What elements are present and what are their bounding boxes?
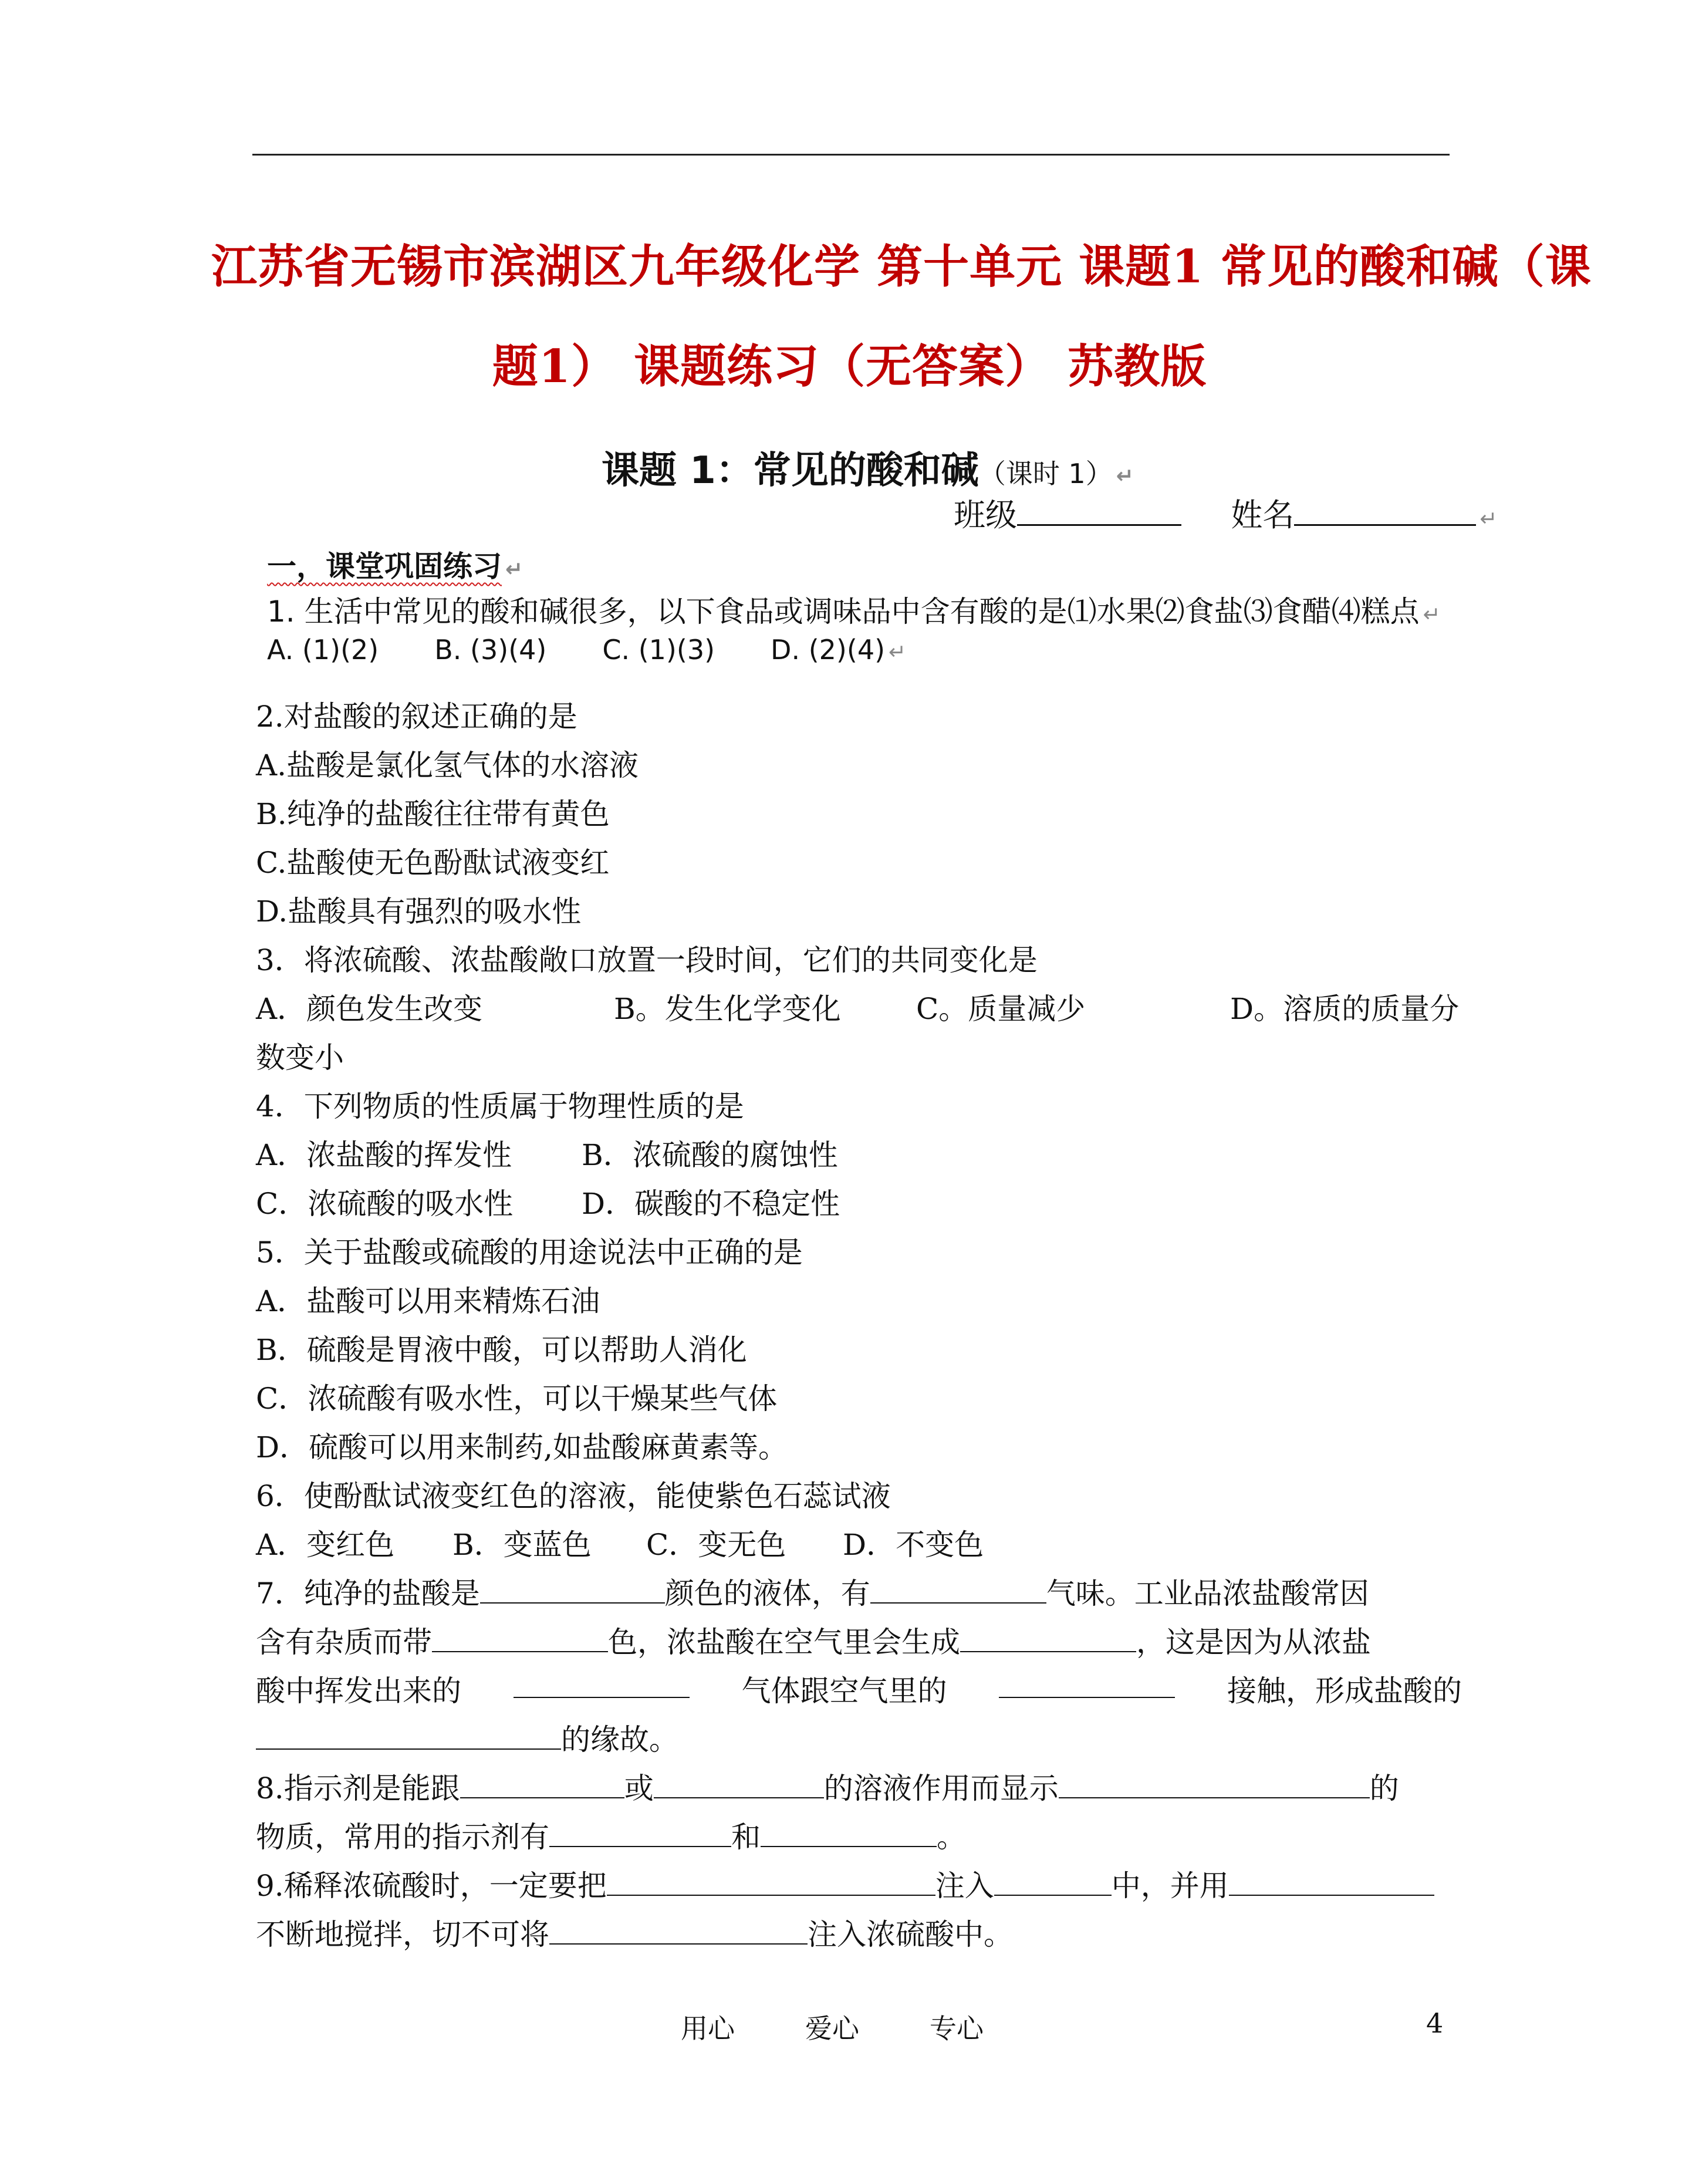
- q2-option-b: B.纯净的盐酸往往带有黄色: [256, 797, 610, 831]
- q3-option-d-cont: 数变小: [256, 1041, 344, 1075]
- class-name-row: [954, 490, 1498, 535]
- return-mark-icon: ↵: [1116, 464, 1134, 488]
- fill-blank[interactable]: [994, 1894, 1112, 1896]
- fill-blank[interactable]: [1229, 1894, 1434, 1896]
- q3-option-b: B。发生化学变化: [614, 992, 841, 1026]
- q4-option-d: D．碳酸的不稳定性: [582, 1187, 840, 1221]
- question-3: 3．将浓硫酸、浓盐酸敞口放置一段时间，它们的共同变化是: [256, 943, 1038, 977]
- q1-option-c: C. (1)(3): [602, 634, 715, 666]
- question-1: 1. 生活中常见的酸和碱很多，以下食品或调味品中含有酸的是⑴水果⑵食盐⑶食醋⑷糕点 ↵: [267, 595, 1441, 629]
- name-label: 姓名: [1231, 497, 1295, 534]
- footer-item: 用心: [681, 2013, 735, 2044]
- q6-option-d: D．不变色: [843, 1528, 984, 1562]
- q5-option-b: B．硫酸是胃液中酸，可以帮助人消化: [256, 1333, 747, 1367]
- q4-option-c: C．浓硫酸的吸水性: [256, 1187, 514, 1221]
- fill-blank[interactable]: [460, 1797, 624, 1798]
- fill-blank[interactable]: [256, 1748, 561, 1750]
- q4-option-a: A．浓盐酸的挥发性: [256, 1138, 512, 1172]
- question-7-line-1: 7．纯净的盐酸是 颜色的液体，有 气味。工业品浓盐酸常因: [256, 1577, 1369, 1611]
- return-mark-icon: ↵: [1480, 507, 1498, 531]
- fill-blank[interactable]: [870, 1602, 1046, 1604]
- scanned-worksheet-header: [255, 434, 1498, 687]
- questions-body: [256, 693, 1462, 1959]
- footer-motto: [681, 2007, 984, 2046]
- class-blank: [1017, 524, 1181, 526]
- fill-blank[interactable]: [549, 1943, 808, 1945]
- fill-blank[interactable]: [999, 1696, 1175, 1698]
- fill-blank[interactable]: [761, 1845, 937, 1847]
- q1-option-d: D. (2)(4): [771, 634, 886, 666]
- question-2: 2.对盐酸的叙述正确的是: [256, 700, 577, 734]
- question-8-line-1: 8.指示剂是能跟 或 的溶液作用而显示 的: [256, 1771, 1399, 1805]
- question-5: 5．关于盐酸或硫酸的用途说法中正确的是: [256, 1236, 803, 1270]
- question-1-options: [267, 634, 962, 666]
- fill-blank[interactable]: [960, 1650, 1136, 1652]
- return-mark-icon: ↵: [889, 640, 907, 664]
- title-line-1: 江苏省无锡市滨湖区九年级化学 第十单元 课题1 常见的酸和碱（课: [211, 240, 1592, 293]
- q4-options-row-1: [256, 1131, 1462, 1180]
- return-mark-icon: ↵: [1423, 603, 1441, 627]
- question-4: 4．下列物质的性质属于物理性质的是: [256, 1089, 744, 1123]
- lesson-heading-main: 课题 1：常见的酸和碱: [602, 449, 979, 492]
- q4-options-row-2: [256, 1180, 1462, 1228]
- footer-item: 爱心: [805, 2013, 859, 2044]
- question-9-line-2: 不断地搅拌，切不可将 注入浓硫酸中。: [256, 1918, 1013, 1952]
- question-7-line-4: 的缘故。: [256, 1716, 1462, 1764]
- q5-option-d: D．硫酸可以用来制药,如盐酸麻黄素等。: [256, 1430, 788, 1464]
- question-6: 6．使酚酞试液变红色的溶液，能使紫色石蕊试液: [256, 1479, 891, 1513]
- class-label: 班级: [954, 497, 1017, 534]
- section-heading: 一，课堂巩固练习 ↵: [267, 549, 523, 583]
- q3-option-d: D。溶质的质量分: [1230, 992, 1460, 1026]
- document-title: [211, 217, 1592, 417]
- q2-option-c: C.盐酸使无色酚酞试液变红: [256, 846, 610, 880]
- fill-blank[interactable]: [480, 1602, 665, 1604]
- page-number: 4: [1426, 2007, 1444, 2039]
- q5-option-c: C．浓硫酸有吸水性，可以干燥某些气体: [256, 1382, 778, 1416]
- name-blank: [1294, 524, 1476, 526]
- q6-options: [256, 1521, 1462, 1569]
- fill-blank[interactable]: [607, 1894, 935, 1896]
- fill-blank[interactable]: [432, 1650, 608, 1652]
- q2-option-a: A.盐酸是氯化氢气体的水溶液: [256, 748, 639, 782]
- fill-blank[interactable]: [654, 1797, 824, 1798]
- title-line-2: 题1） 课题练习（无答案） 苏教版: [492, 340, 1207, 393]
- footer-item: 专心: [930, 2013, 984, 2044]
- q1-option-a: A. (1)(2): [267, 634, 379, 666]
- q2-option-d: D.盐酸具有强烈的吸水性: [256, 894, 582, 929]
- question-7-line-3: 酸中挥发出来的 气体跟空气里的 接触，形成盐酸的: [256, 1674, 1462, 1708]
- header-rule: [252, 154, 1450, 156]
- q4-option-b: B．浓硫酸的腐蚀性: [582, 1138, 838, 1172]
- q3-option-a: A．颜色发生改变: [256, 992, 483, 1026]
- q1-option-b: B. (3)(4): [434, 634, 547, 666]
- fill-blank[interactable]: [514, 1696, 690, 1698]
- return-mark-icon: ↵: [505, 558, 523, 582]
- question-8-line-2: 物质，常用的指示剂有 和 。: [256, 1820, 966, 1854]
- question-9-line-1: 9.稀释浓硫酸时，一定要把 注入 中，并用: [256, 1862, 1462, 1910]
- fill-blank[interactable]: [549, 1845, 731, 1847]
- q6-option-c: C．变无色: [646, 1528, 786, 1562]
- fill-blank[interactable]: [1059, 1797, 1370, 1798]
- q3-options: [256, 985, 1462, 1034]
- q6-option-b: B．变蓝色: [452, 1528, 592, 1562]
- q6-option-a: A．变红色: [256, 1528, 395, 1562]
- question-7-line-2: 含有杂质而带 色，浓盐酸在空气里会生成 ，这是因为从浓盐: [256, 1625, 1371, 1659]
- lesson-heading: [602, 440, 1134, 494]
- q5-option-a: A．盐酸可以用来精炼石油: [256, 1284, 600, 1318]
- q3-option-c: C。质量减少: [916, 992, 1086, 1026]
- lesson-heading-sub: （课时 1）: [978, 458, 1113, 490]
